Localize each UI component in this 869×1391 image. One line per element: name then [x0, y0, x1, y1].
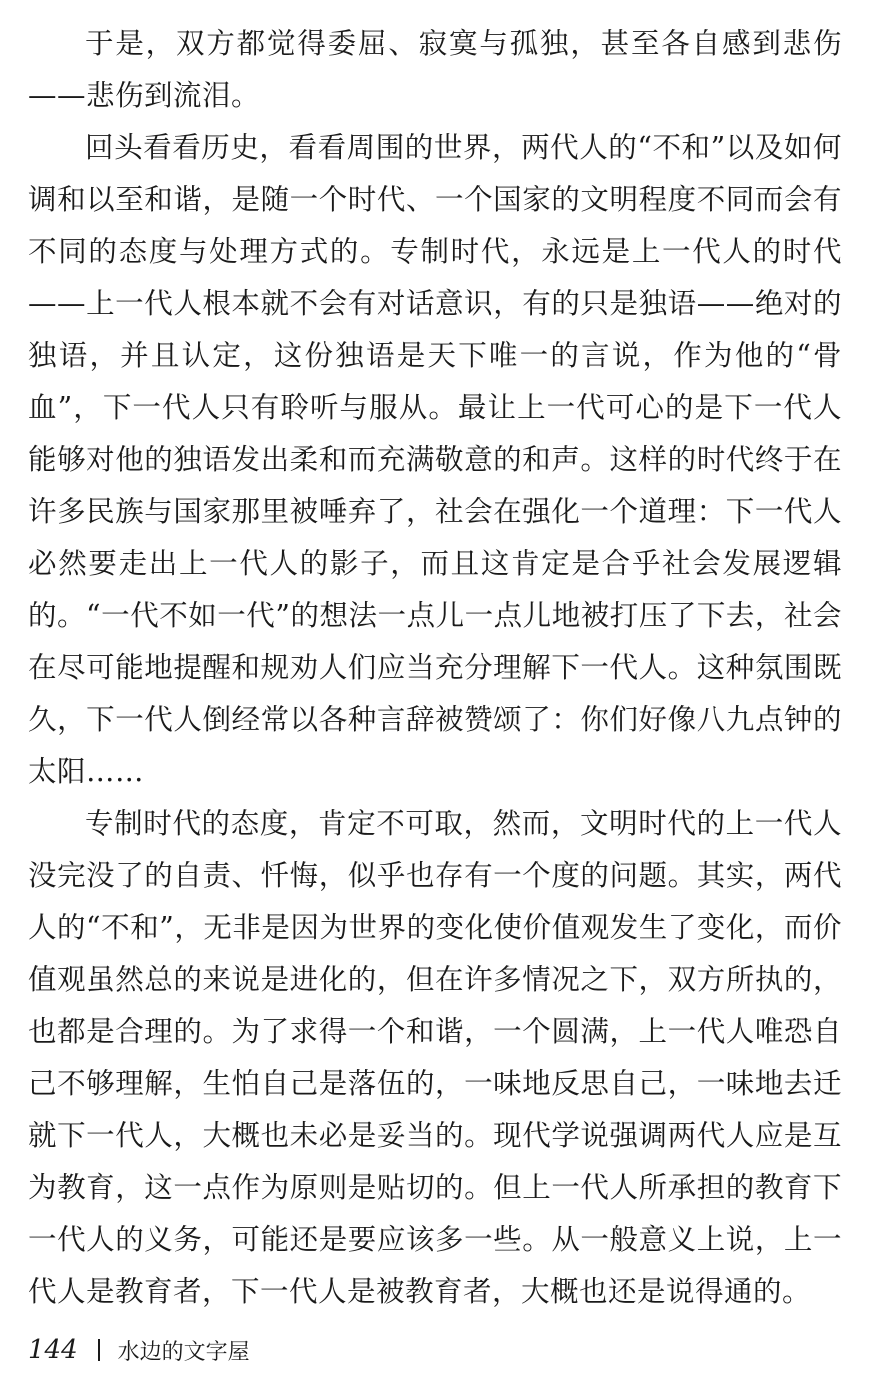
book-title: 水边的文字屋	[117, 1339, 250, 1365]
footer-divider	[98, 1339, 100, 1361]
page-number: 144	[28, 1335, 78, 1365]
paragraph-2: 回头看看历史，看看周围的世界，两代人的“不和”以及如何调和以至和谐，是随一个时代、一个国家的文明程度不同而会有不同的态度与处理方式的。专制时代，永远是上一代人的时代——上一代人根本就不会有对话意识，有的只是独语——绝对的独语，并且认定，这份独语是天下唯一的言说，作为他的“骨血”，下一代人只有聆听与服从。最让上一代可心的是下一代人能够对他的独语发出柔和而充满敬意的和声。这样的时代终于在许多民族与国家那里被唾弃了，社会在强化一个道理：下一代人必然要走出上一代人的影子，而且这肯定是合乎社会发展逻辑的。“一代不如一代”的想法一点儿一点儿地被打压了下去，社会在尽可能地提醒和规劝人们应当充分理解下一代人。这种氛围既久，下一代人倒经常以各种言辞被赞颂了：你们好像八九点钟的太阳……	[28, 131, 842, 788]
paragraph-1: 于是，双方都觉得委屈、寂寞与孤独，甚至各自感到悲伤——悲伤到流泪。	[28, 27, 842, 112]
page-body	[28, 18, 842, 1318]
page-footer	[28, 1330, 250, 1370]
paragraph-3: 专制时代的态度，肯定不可取，然而，文明时代的上一代人没完没了的自责、忏悔，似乎也存有一个度的问题。其实，两代人的“不和”，无非是因为世界的变化使价值观发生了变化，而价值观虽然总的来说是进化的，但在许多情况之下，双方所执的，也都是合理的。为了求得一个和谐，一个圆满，上一代人唯恐自己不够理解，生怕自己是落伍的，一味地反思自己，一味地去迁就下一代人，大概也未必是妥当的。现代学说强调两代人应是互为教育，这一点作为原则是贴切的。但上一代人所承担的教育下一代人的义务，可能还是要应该多一些。从一般意义上说，上一代人是教育者，下一代人是被教育者，大概也还是说得通的。	[28, 807, 842, 1308]
